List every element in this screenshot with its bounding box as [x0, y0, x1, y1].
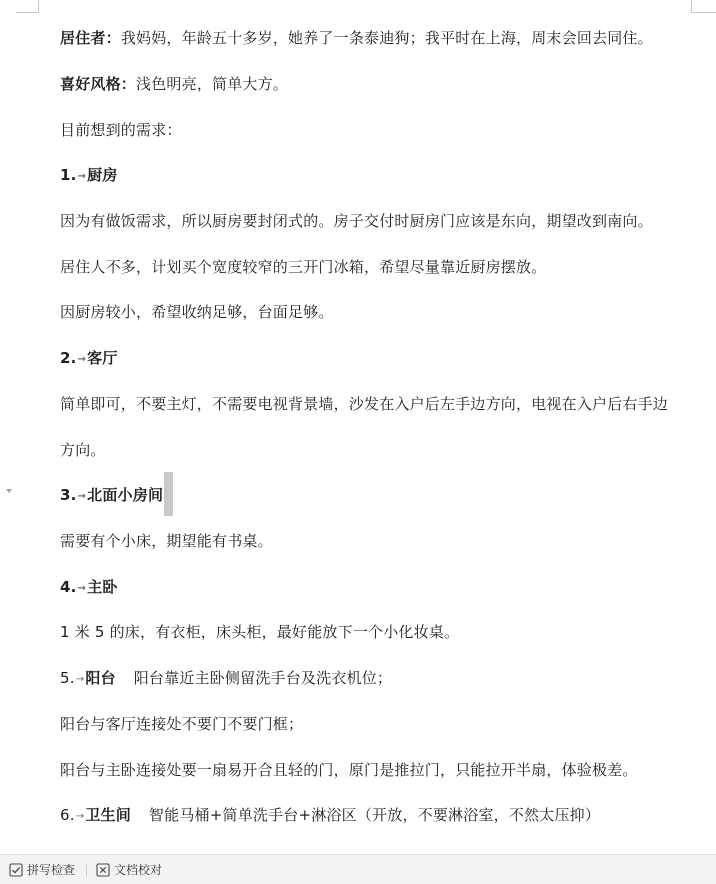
- tab-arrow-icon: →: [75, 811, 85, 822]
- section-heading-balcony: [60, 668, 392, 690]
- section-title: 阳台: [85, 669, 116, 687]
- document-proofread-button[interactable]: [96, 862, 162, 878]
- section-heading-north-room: [60, 485, 163, 507]
- checkbox-check-icon: [9, 863, 23, 877]
- resident-label: 居住者：: [60, 29, 121, 47]
- document-proofread-label: 文档校对: [114, 863, 163, 877]
- section-title: 北面小房间: [87, 486, 164, 504]
- north-room-paragraph: 需要有个小床，期望能有书桌。: [60, 532, 273, 550]
- style-paragraph: [60, 74, 288, 94]
- kitchen-paragraph-3: 因厨房较小，希望收纳足够，台面足够。: [60, 303, 334, 321]
- section-title: 卫生间: [85, 806, 131, 824]
- status-divider: [86, 864, 87, 877]
- section-title: 厨房: [87, 166, 118, 184]
- page-corner-mark-left: [16, 0, 39, 13]
- section-number: 3.: [60, 486, 77, 504]
- document-cross-icon: [96, 863, 110, 877]
- tab-arrow-icon: →: [75, 674, 85, 685]
- section-number: 2.: [60, 349, 77, 367]
- section-heading-bathroom: [60, 805, 600, 827]
- kitchen-paragraph-1: 因为有做饭需求，所以厨房要封闭式的。房子交付时厨房门应该是东向，期望改到南向。: [60, 212, 653, 230]
- section-number: 5.: [60, 669, 75, 687]
- resident-text: 我妈妈，年龄五十多岁，她养了一条泰迪狗；我平时在上海，周末会回去同住。: [120, 29, 653, 47]
- kitchen-paragraph-2: 居住人不多，计划买个宽度较窄的三开门冰箱，希望尽量靠近厨房摆放。: [60, 258, 547, 276]
- living-room-paragraph-line-1: 简单即可，不要主灯，不需要电视背景墙，沙发在入户后左手边方向，电视在入户后右手边: [60, 395, 669, 413]
- resident-paragraph: [60, 28, 653, 48]
- section-heading-master-bedroom: [60, 577, 118, 599]
- section-number: 4.: [60, 578, 77, 596]
- tab-arrow-icon: →: [77, 583, 87, 594]
- section-number: 1.: [60, 166, 77, 184]
- spell-check-label: 拼写检查: [27, 863, 76, 877]
- collapse-caret-icon[interactable]: [6, 489, 12, 493]
- bathroom-inline-text: 智能马桶+简单洗手台+淋浴区（开放，不要淋浴室，不然太压抑）: [148, 806, 601, 824]
- style-text: 浅色明亮，简单大方。: [136, 75, 289, 93]
- tab-arrow-icon: →: [77, 354, 87, 365]
- page-corner-mark-right: [691, 0, 716, 13]
- spell-check-button[interactable]: [9, 862, 75, 878]
- tab-arrow-icon: →: [77, 491, 87, 502]
- balcony-paragraph-1: 阳台与客厅连接处不要门不要门框；: [60, 715, 304, 733]
- needs-intro: 目前想到的需求：: [60, 121, 182, 139]
- text-cursor-highlight: [164, 472, 173, 516]
- tab-arrow-icon: →: [77, 171, 87, 182]
- style-label: 喜好风格：: [60, 75, 137, 93]
- master-bedroom-paragraph: 1 米 5 的床，有衣柜，床头柜，最好能放下一个小化妆桌。: [60, 623, 460, 641]
- section-title: 客厅: [87, 349, 118, 367]
- balcony-inline-text: 阳台靠近主卧侧留洗手台及洗衣机位；: [133, 669, 393, 687]
- section-number: 6.: [60, 806, 75, 824]
- section-title: 主卧: [87, 578, 118, 596]
- status-bar: [0, 854, 716, 884]
- balcony-paragraph-2: 阳台与主卧连接处要一扇易开合且轻的门，原门是推拉门，只能拉开半扇，体验极差。: [60, 761, 638, 779]
- living-room-paragraph-line-2: 方向。: [60, 441, 106, 459]
- section-heading-living-room: [60, 348, 118, 370]
- section-heading-kitchen: [60, 165, 118, 187]
